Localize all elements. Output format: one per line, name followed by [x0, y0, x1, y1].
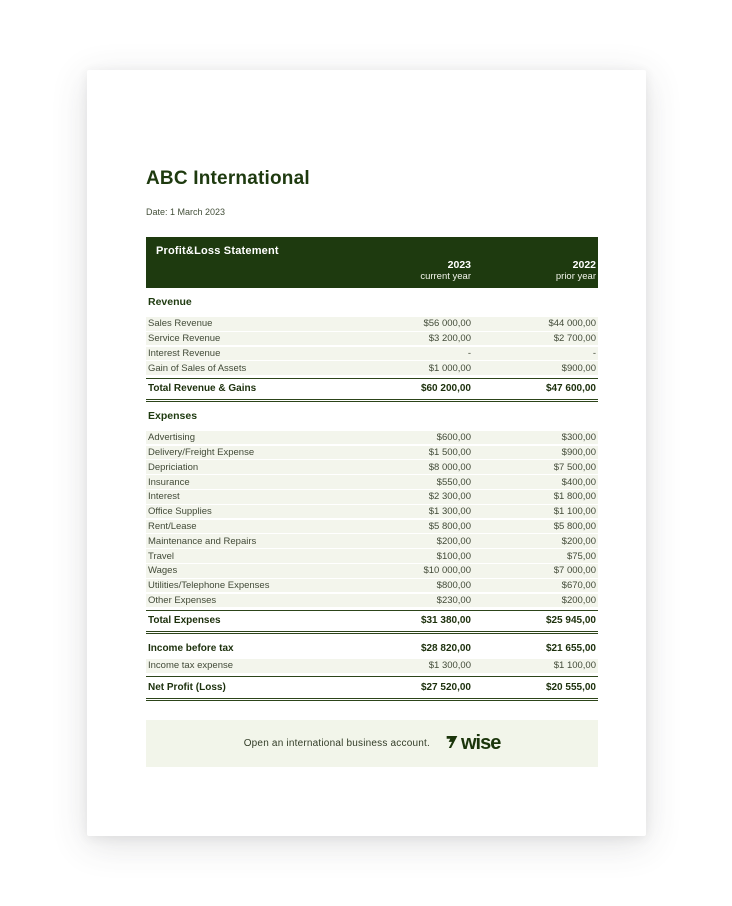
summary-current-value: $28 820,00 [420, 643, 471, 655]
row-current-value: $3 200,00 [428, 333, 471, 345]
row-label: Service Revenue [148, 333, 221, 345]
statement-header-bar [146, 237, 598, 288]
expenses-section-heading: Expenses [148, 409, 198, 422]
table-row [146, 505, 598, 519]
statement-title: Profit&Loss Statement [156, 245, 279, 257]
summary-prior-value: $21 655,00 [545, 643, 596, 655]
row-prior-value: $2 700,00 [553, 333, 596, 345]
row-label: Wages [148, 565, 178, 577]
row-label: Depriciation [148, 461, 199, 473]
row-current-value: $1 000,00 [428, 362, 471, 374]
total-current-value: $31 380,00 [420, 615, 471, 627]
table-row [146, 490, 598, 504]
year-current-sublabel: current year [420, 271, 471, 282]
row-prior-value: $1 800,00 [553, 491, 596, 503]
row-prior-value: $5 800,00 [553, 520, 596, 532]
net-profit-row [146, 676, 598, 701]
table-row [146, 431, 598, 445]
row-label: Maintenance and Repairs [148, 535, 257, 547]
table-row [146, 549, 598, 563]
total-label: Total Expenses [148, 615, 221, 627]
row-label: Advertising [148, 432, 195, 444]
wise-wordmark: wise [460, 732, 501, 755]
revenue-total-row [146, 378, 598, 402]
row-label: Utilities/Telephone Expenses [148, 580, 270, 592]
row-current-value: $1 500,00 [428, 446, 471, 458]
row-prior-value: $400,00 [561, 476, 596, 488]
row-prior-value: $1 100,00 [553, 506, 596, 518]
year-columns [156, 259, 596, 282]
year-prior-sublabel: prior year [555, 271, 596, 282]
row-current-value: $600,00 [436, 432, 471, 444]
row-label: Rent/Lease [148, 520, 197, 532]
row-current-value: $10 000,00 [423, 565, 471, 577]
row-prior-value: $75,00 [566, 550, 596, 562]
row-prior-value: $200,00 [561, 594, 596, 606]
row-prior-value: $44 000,00 [548, 318, 596, 330]
summary-label: Income before tax [148, 643, 234, 655]
table-row [146, 347, 598, 361]
wise-logo [444, 732, 501, 755]
year-column-current [356, 259, 471, 282]
row-current-value: $56 000,00 [423, 318, 471, 330]
row-label: Insurance [148, 476, 190, 488]
row-prior-value: $200,00 [561, 535, 596, 547]
table-row [146, 460, 598, 474]
table-row [146, 475, 598, 489]
row-current-value: $2 300,00 [428, 491, 471, 503]
summary-prior-value: $1 100,00 [553, 660, 596, 672]
row-label: Interest Revenue [148, 347, 221, 359]
page-title: ABC International [146, 168, 310, 189]
wise-promo-banner[interactable] [146, 720, 598, 767]
table-row [146, 361, 598, 375]
row-label: Other Expenses [148, 594, 217, 606]
row-prior-value: $670,00 [561, 580, 596, 592]
row-label: Travel [148, 550, 175, 562]
banner-text: Open an international business account. [243, 737, 430, 749]
row-label: Delivery/Freight Expense [148, 446, 255, 458]
row-current-value: $230,00 [436, 594, 471, 606]
document-page [87, 70, 646, 836]
table-row [146, 317, 598, 331]
table-row [146, 564, 598, 578]
row-prior-value: - [592, 347, 596, 359]
row-current-value: $200,00 [436, 535, 471, 547]
total-label: Total Revenue & Gains [148, 382, 257, 394]
income-before-tax-row [146, 638, 598, 659]
total-prior-value: $47 600,00 [545, 382, 596, 394]
year-current-label: 2023 [447, 259, 471, 271]
row-current-value: $8 000,00 [428, 461, 471, 473]
revenue-section-heading: Revenue [148, 296, 192, 308]
year-column-prior [471, 259, 596, 282]
table-row [146, 534, 598, 548]
row-prior-value: $7 000,00 [553, 565, 596, 577]
row-prior-value: $300,00 [561, 432, 596, 444]
summary-prior-value: $20 555,00 [545, 681, 596, 693]
summary-label: Net Profit (Loss) [148, 681, 226, 693]
row-prior-value: $900,00 [561, 446, 596, 458]
wise-flag-icon [444, 734, 460, 750]
row-current-value: $550,00 [436, 476, 471, 488]
table-row [146, 520, 598, 534]
income-tax-expense-row [146, 659, 598, 673]
row-prior-value: $7 500,00 [553, 461, 596, 473]
row-label: Sales Revenue [148, 318, 213, 330]
row-label: Office Supplies [148, 506, 212, 518]
total-prior-value: $25 945,00 [545, 615, 596, 627]
row-label: Gain of Sales of Assets [148, 362, 247, 374]
row-label: Interest [148, 491, 180, 503]
table-row [146, 594, 598, 608]
total-current-value: $60 200,00 [420, 382, 471, 394]
summary-current-value: $1 300,00 [428, 660, 471, 672]
table-row [146, 332, 598, 346]
row-current-value: $5 800,00 [428, 520, 471, 532]
summary-current-value: $27 520,00 [420, 681, 471, 693]
row-current-value: $800,00 [436, 580, 471, 592]
expenses-total-row [146, 610, 598, 634]
document-date: Date: 1 March 2023 [146, 207, 226, 217]
document-content [87, 70, 646, 767]
row-prior-value: $900,00 [561, 362, 596, 374]
table-row [146, 579, 598, 593]
row-current-value: - [467, 347, 471, 359]
year-prior-label: 2022 [572, 259, 596, 271]
row-current-value: $1 300,00 [428, 506, 471, 518]
summary-label: Income tax expense [148, 660, 234, 672]
row-current-value: $100,00 [436, 550, 471, 562]
table-row [146, 446, 598, 460]
